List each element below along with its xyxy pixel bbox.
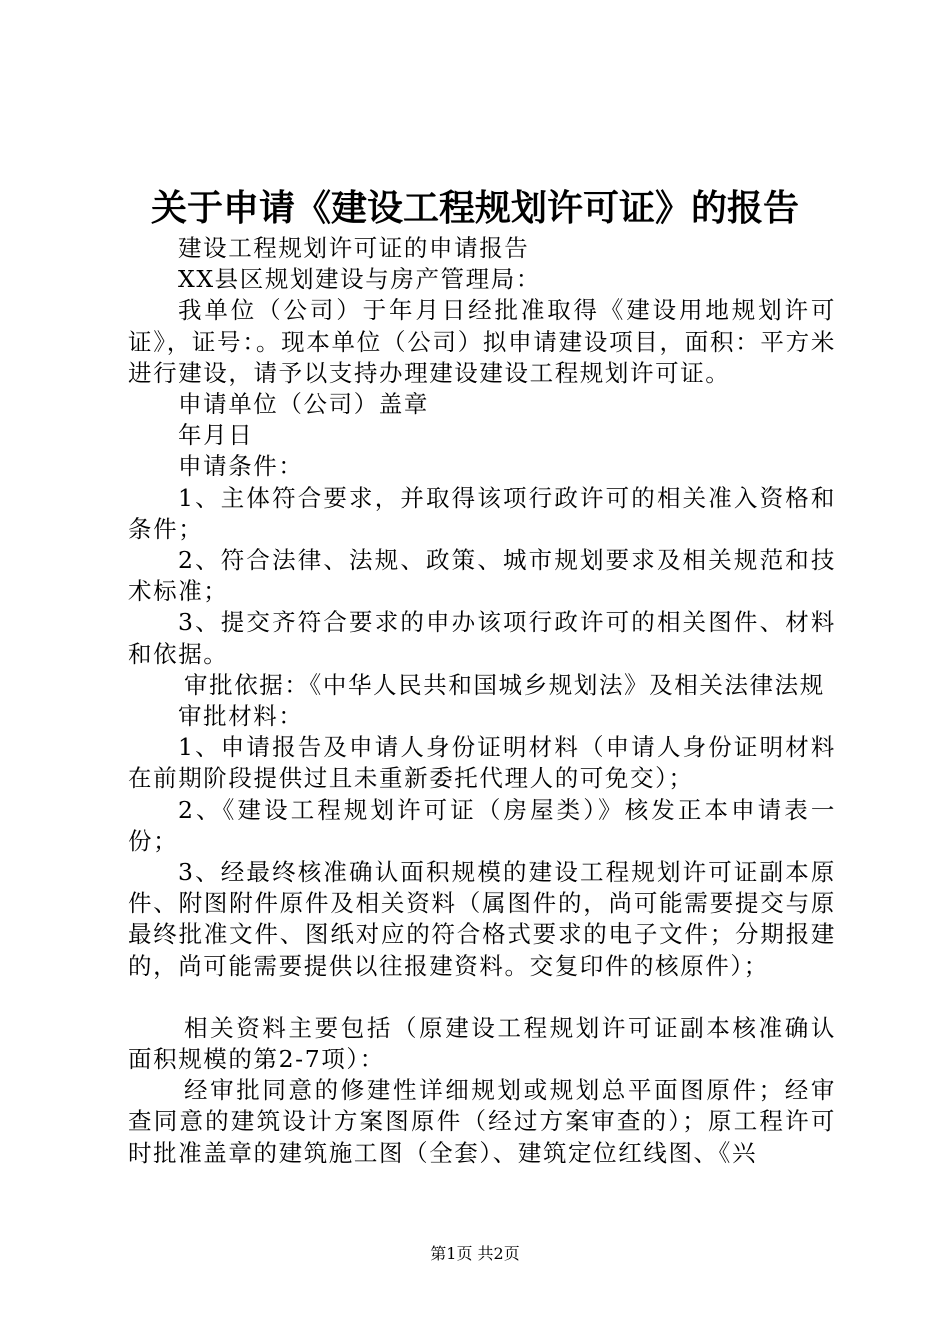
document-title: 关于申请《建设工程规划许可证》的报告: [150, 187, 799, 229]
paragraph-seal: 申请单位（公司）盖章: [178, 390, 429, 419]
paragraph-materials-heading: 审批材料：: [178, 702, 304, 731]
paragraph-condition-3: 3、提交齐符合要求的申办该项行政许可的相关图件、材料和依据。: [128, 608, 836, 668]
page-footer: 第1页 共2页: [430, 1244, 520, 1263]
paragraph-subtitle: 建设工程规划许可证的申请报告: [178, 234, 530, 262]
paragraph-condition-2: 2、符合法律、法规、政策、城市规划要求及相关规范和技术标准；: [128, 546, 836, 606]
document-body: [128, 233, 836, 1169]
paragraph-gap: [128, 982, 836, 1013]
paragraph-date: 年月日: [178, 421, 254, 450]
paragraph-related-materials: 相关资料主要包括（原建设工程规划许可证副本核准确认面积规模的第2-7项）：: [128, 1013, 836, 1074]
paragraph-conditions-heading: 申请条件：: [178, 452, 304, 481]
paragraph-material-2: 2、《建设工程规划许可证（房屋类）》核发正本申请表一份；: [128, 795, 836, 855]
paragraph-condition-1: 1、主体符合要求，并取得该项行政许可的相关准入资格和条件；: [128, 483, 836, 543]
paragraph-related-details: 经审批同意的修建性详细规划或规划总平面图原件；经审查同意的建筑设计方案图原件（经过方案审查的）；原工程许可时批准盖章的建筑施工图（全套）、建筑定位红线图、《兴: [128, 1076, 836, 1167]
paragraph-basis: 审批依据：《中华人民共和国城乡规划法》及相关法律法规: [184, 670, 825, 699]
paragraph-material-3: 3、经最终核准确认面积规模的建设工程规划许可证副本原件、附图附件原件及相关资料（属图件的，尚可能需要提交与原最终批准文件、图纸对应的符合格式要求的电子文件；分期报建的，尚可能需要提供以往报建资料。交复印件的核原件）；: [128, 858, 836, 980]
paragraph-request: 我单位（公司）于年月日经批准取得《建设用地规划许可证》，证号：。现本单位（公司）拟申请建设项目，面积：平方米进行建设，请予以支持办理建设建设工程规划许可证。: [128, 296, 836, 387]
paragraph-addressee: XX县区规划建设与房产管理局：: [178, 265, 541, 294]
paragraph-material-1: 1、申请报告及申请人身份证明材料（申请人身份证明材料在前期阶段提供过且未重新委托代理人的可免交）；: [128, 733, 836, 793]
